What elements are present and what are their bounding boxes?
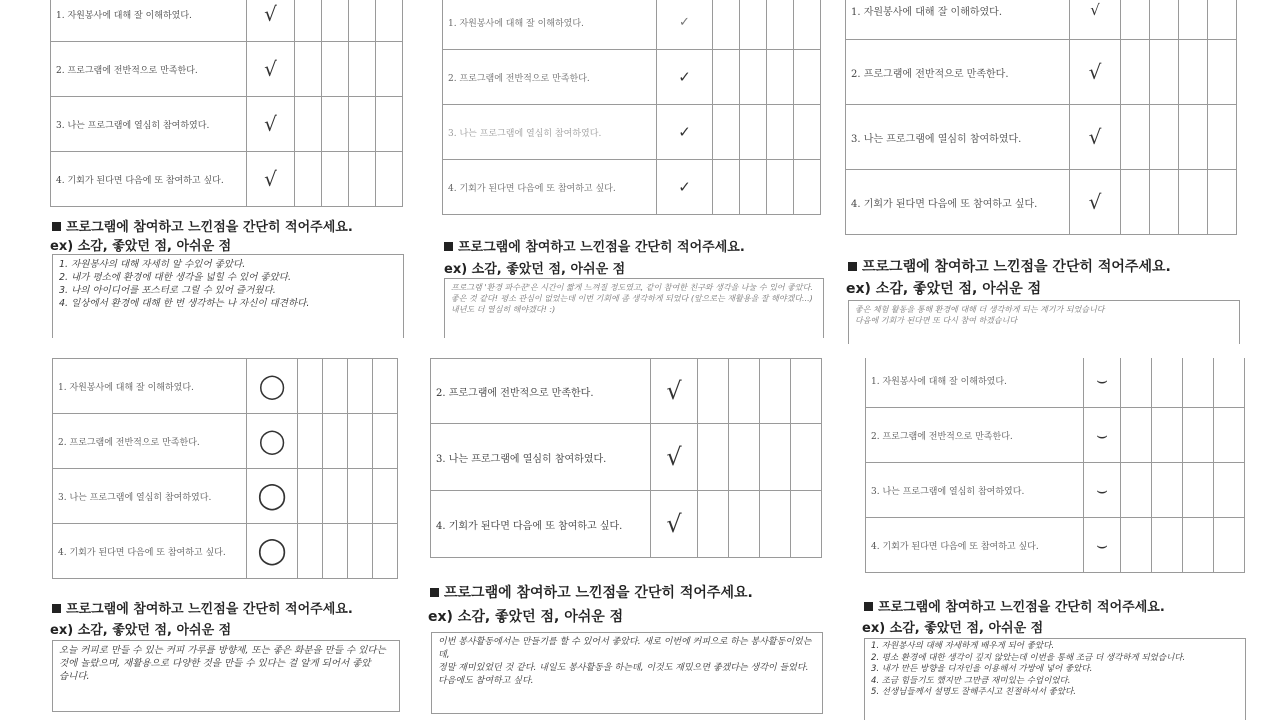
rating-cell — [376, 42, 403, 97]
square-bullet-icon — [848, 262, 857, 271]
check-mark: ✓ — [657, 50, 713, 105]
survey-sheet-6 — [850, 358, 1250, 720]
question-text: 3. 나는 프로그램에 열심히 참여하였다. — [51, 97, 247, 152]
rating-cell — [349, 42, 376, 97]
tick-mark: ⌣ — [1084, 463, 1121, 518]
rating-cell — [1121, 463, 1152, 518]
survey-sheet-3 — [840, 0, 1240, 344]
rating-cell — [323, 469, 348, 524]
question-text: 2. 프로그램에 전반적으로 만족한다. — [431, 359, 651, 424]
table-row — [443, 105, 821, 160]
rating-cell — [1121, 358, 1152, 408]
rating-cell — [791, 424, 822, 491]
rating-cell — [298, 414, 323, 469]
survey-sheet-5 — [425, 358, 830, 720]
rating-cell — [1121, 408, 1152, 463]
square-bullet-icon — [52, 222, 61, 231]
table-row — [53, 359, 398, 414]
rating-cell — [740, 0, 767, 50]
question-text: 1. 자원봉사에 대해 잘 이해하였다. — [53, 359, 247, 414]
rating-cell — [1179, 40, 1208, 105]
rating-cell — [1150, 40, 1179, 105]
square-bullet-icon — [864, 602, 873, 611]
rating-cell — [1183, 518, 1214, 573]
circle-mark: ◯ — [247, 469, 298, 524]
rating-cell — [348, 359, 373, 414]
rating-cell — [1179, 105, 1208, 170]
rating-cell — [1208, 105, 1237, 170]
table-row — [846, 40, 1237, 105]
question-text: 4. 기회가 된다면 다음에 또 참여하고 싶다. — [443, 160, 657, 215]
handwritten-response: 1. 자원봉사의 대해 자세하게 배우게 되어 좋았다. 2. 평소 환경에 대한 생각이 깊지 않았는데 이번을 통해 조금 더 생각하게 되었습니다. 3. 내가 만든 방향을 디자인을 이용해서 가방에 넣어 좋았다. 4. 조금 힘들기도 했지만 그만큼 재미있는 수업이었다. 5. 선생님들께서 설명도 잘해주시고 친절하셔서 좋았다. — [871, 641, 1186, 697]
question-text: 2. 프로그램에 전반적으로 만족한다. — [866, 408, 1084, 463]
rating-cell — [698, 424, 729, 491]
check-mark: √ — [1070, 105, 1121, 170]
heading-text: 프로그램에 참여하고 느낀점을 간단히 적어주세요. — [458, 240, 745, 255]
rating-cell — [767, 0, 794, 50]
circle-mark: ◯ — [247, 414, 298, 469]
square-bullet-icon — [444, 242, 453, 251]
survey-sheet-4 — [40, 358, 420, 720]
table-row — [53, 524, 398, 579]
response-box — [444, 278, 824, 338]
rating-cell — [1183, 463, 1214, 518]
rating-cell — [729, 359, 760, 424]
rating-cell — [349, 97, 376, 152]
feedback-heading — [52, 216, 353, 235]
check-mark: √ — [1070, 170, 1121, 235]
rating-cell — [348, 414, 373, 469]
rating-cell — [373, 414, 398, 469]
table-row — [443, 50, 821, 105]
rating-cell — [323, 359, 348, 414]
rating-cell — [740, 160, 767, 215]
tick-mark: ⌣ — [1084, 408, 1121, 463]
table-row — [51, 0, 403, 42]
rating-cell — [794, 50, 821, 105]
table-row — [443, 160, 821, 215]
feedback-heading — [52, 598, 353, 617]
rating-cell — [298, 359, 323, 414]
handwritten-response: 프로그램 '환경 파수꾼'은 시간이 짧게 느껴질 정도였고, 같이 참여한 친구와 생각을 나눌 수 있어 좋았다. 좋은 것 같다! 평소 관심이 없었는데 이번 기회에 좀 생각하게 되었다 (앞으로는 재활용을 잘 해야겠다...) 내년도 더 열심히 해야겠다! :) — [451, 283, 813, 314]
feedback-subheading: ex) 소감, 좋았던 점, 아쉬운 점 — [846, 281, 1042, 297]
check-mark: ✓ — [657, 160, 713, 215]
check-mark: ✓ — [657, 0, 713, 50]
rating-cell — [1208, 40, 1237, 105]
rating-cell — [373, 524, 398, 579]
table-row — [51, 97, 403, 152]
feedback-heading — [848, 256, 1171, 276]
question-text: 3. 나는 프로그램에 열심히 참여하였다. — [443, 105, 657, 160]
rating-cell — [373, 469, 398, 524]
table-row — [443, 0, 821, 50]
table-row — [846, 170, 1237, 235]
check-mark: ✓ — [657, 105, 713, 160]
rating-cell — [376, 152, 403, 207]
rating-cell — [1150, 105, 1179, 170]
check-mark: √ — [1070, 0, 1121, 40]
rating-cell — [698, 359, 729, 424]
table-row — [866, 463, 1245, 518]
question-text: 4. 기회가 된다면 다음에 또 참여하고 싶다. — [53, 524, 247, 579]
feedback-subheading: ex) 소감, 좋았던 점, 아쉬운 점 — [50, 623, 232, 638]
rating-cell — [1179, 0, 1208, 40]
rating-cell — [740, 50, 767, 105]
question-text: 3. 나는 프로그램에 열심히 참여하였다. — [846, 105, 1070, 170]
survey-table — [52, 358, 398, 579]
question-text: 1. 자원봉사에 대해 잘 이해하였다. — [866, 358, 1084, 408]
rating-cell — [1121, 105, 1150, 170]
rating-cell — [1121, 170, 1150, 235]
square-bullet-icon — [52, 604, 61, 613]
table-row — [846, 105, 1237, 170]
circle-mark: ◯ — [247, 524, 298, 579]
response-box — [864, 638, 1246, 720]
table-row — [51, 152, 403, 207]
heading-text: 프로그램에 참여하고 느낀점을 간단히 적어주세요. — [878, 600, 1165, 615]
table-row — [431, 359, 822, 424]
rating-cell — [713, 160, 740, 215]
rating-cell — [323, 524, 348, 579]
question-text: 4. 기회가 된다면 다음에 또 참여하고 싶다. — [51, 152, 247, 207]
handwritten-response: 1. 자원봉사의 대해 자세히 알 수있어 좋았다. 2. 내가 평소에 환경에 대한 생각을 넓힐 수 있어 좋았다. 3. 나의 아이디어를 포스터로 그릴 수 있어 즐거웠다. 4. 일상에서 환경에 대해 한 번 생각하는 나 자신이 대견하다. — [59, 259, 310, 309]
check-mark: √ — [247, 97, 295, 152]
response-box — [52, 640, 400, 712]
check-mark: √ — [651, 424, 698, 491]
tick-mark: ⌣ — [1084, 518, 1121, 573]
rating-cell — [1121, 518, 1152, 573]
square-bullet-icon — [430, 588, 439, 597]
question-text: 4. 기회가 된다면 다음에 또 참여하고 싶다. — [866, 518, 1084, 573]
rating-cell — [349, 152, 376, 207]
rating-cell — [322, 42, 349, 97]
rating-cell — [298, 469, 323, 524]
rating-cell — [713, 105, 740, 160]
table-row — [53, 414, 398, 469]
rating-cell — [1152, 463, 1183, 518]
check-mark: √ — [247, 152, 295, 207]
feedback-heading — [430, 582, 753, 602]
circle-mark: ◯ — [247, 359, 298, 414]
question-text: 2. 프로그램에 전반적으로 만족한다. — [846, 40, 1070, 105]
rating-cell — [729, 491, 760, 558]
question-text: 3. 나는 프로그램에 열심히 참여하였다. — [866, 463, 1084, 518]
table-row — [51, 42, 403, 97]
table-row — [866, 518, 1245, 573]
rating-cell — [1214, 518, 1245, 573]
rating-cell — [791, 491, 822, 558]
question-text: 1. 자원봉사에 대해 잘 이해하였다. — [51, 0, 247, 42]
rating-cell — [1183, 408, 1214, 463]
rating-cell — [794, 160, 821, 215]
survey-sheet-1 — [40, 0, 420, 338]
question-text: 2. 프로그램에 전반적으로 만족한다. — [53, 414, 247, 469]
check-mark: √ — [247, 0, 295, 42]
rating-cell — [1208, 0, 1237, 40]
response-box — [431, 632, 823, 714]
table-row — [431, 424, 822, 491]
rating-cell — [760, 491, 791, 558]
rating-cell — [322, 97, 349, 152]
rating-cell — [1152, 408, 1183, 463]
rating-cell — [1152, 358, 1183, 408]
question-text: 3. 나는 프로그램에 열심히 참여하였다. — [53, 469, 247, 524]
rating-cell — [729, 424, 760, 491]
rating-cell — [791, 359, 822, 424]
table-row — [866, 408, 1245, 463]
question-text: 3. 나는 프로그램에 열심히 참여하였다. — [431, 424, 651, 491]
question-text: 1. 자원봉사에 대해 잘 이해하였다. — [846, 0, 1070, 40]
heading-text: 프로그램에 참여하고 느낀점을 간단히 적어주세요. — [444, 585, 753, 601]
survey-table — [442, 0, 821, 215]
rating-cell — [794, 105, 821, 160]
question-text: 4. 기회가 된다면 다음에 또 참여하고 싶다. — [846, 170, 1070, 235]
table-row — [53, 469, 398, 524]
heading-text: 프로그램에 참여하고 느낀점을 간단히 적어주세요. — [66, 602, 353, 617]
feedback-heading — [444, 236, 745, 255]
rating-cell — [713, 0, 740, 50]
rating-cell — [760, 359, 791, 424]
rating-cell — [1214, 408, 1245, 463]
feedback-subheading: ex) 소감, 좋았던 점, 아쉬운 점 — [862, 621, 1044, 636]
rating-cell — [794, 0, 821, 50]
table-row — [846, 0, 1237, 40]
feedback-subheading: ex) 소감, 좋았던 점, 아쉬운 점 — [428, 609, 624, 625]
survey-table — [865, 358, 1245, 573]
rating-cell — [1121, 40, 1150, 105]
table-row — [431, 491, 822, 558]
rating-cell — [698, 491, 729, 558]
check-mark: √ — [651, 359, 698, 424]
rating-cell — [322, 0, 349, 42]
rating-cell — [740, 105, 767, 160]
rating-cell — [295, 152, 322, 207]
rating-cell — [376, 97, 403, 152]
question-text: 1. 자원봉사에 대해 잘 이해하였다. — [443, 0, 657, 50]
heading-text: 프로그램에 참여하고 느낀점을 간단히 적어주세요. — [66, 220, 353, 235]
question-text: 2. 프로그램에 전반적으로 만족한다. — [51, 42, 247, 97]
rating-cell — [1214, 358, 1245, 408]
rating-cell — [1208, 170, 1237, 235]
rating-cell — [322, 152, 349, 207]
question-text: 4. 기회가 된다면 다음에 또 참여하고 싶다. — [431, 491, 651, 558]
rating-cell — [1150, 0, 1179, 40]
response-box — [848, 300, 1240, 344]
rating-cell — [323, 414, 348, 469]
rating-cell — [1179, 170, 1208, 235]
rating-cell — [1183, 358, 1214, 408]
rating-cell — [767, 160, 794, 215]
survey-table — [50, 0, 403, 207]
question-text: 2. 프로그램에 전반적으로 만족한다. — [443, 50, 657, 105]
heading-text: 프로그램에 참여하고 느낀점을 간단히 적어주세요. — [862, 259, 1171, 275]
rating-cell — [1214, 463, 1245, 518]
feedback-subheading: ex) 소감, 좋았던 점, 아쉬운 점 — [444, 262, 626, 277]
rating-cell — [713, 50, 740, 105]
survey-sheet-2 — [430, 0, 830, 338]
rating-cell — [298, 524, 323, 579]
rating-cell — [767, 50, 794, 105]
rating-cell — [295, 97, 322, 152]
rating-cell — [1152, 518, 1183, 573]
response-box — [52, 254, 404, 338]
rating-cell — [1150, 170, 1179, 235]
tick-mark: ⌣ — [1084, 358, 1121, 408]
rating-cell — [373, 359, 398, 414]
rating-cell — [376, 0, 403, 42]
check-mark: √ — [1070, 40, 1121, 105]
rating-cell — [349, 0, 376, 42]
check-mark: √ — [651, 491, 698, 558]
rating-cell — [760, 424, 791, 491]
rating-cell — [767, 105, 794, 160]
check-mark: √ — [247, 42, 295, 97]
survey-table — [430, 358, 822, 558]
handwritten-response: 오늘 커피로 만들 수 있는 커피 가루를 방향제, 또는 좋은 화분을 만들 수 있다는 것에 놀랐으며, 재활용으로 다양한 것을 만들 수 있다는 걸 알게 되어서 좋았 습니다. — [59, 645, 386, 682]
table-row — [866, 358, 1245, 408]
rating-cell — [295, 0, 322, 42]
rating-cell — [348, 469, 373, 524]
handwritten-response: 이번 봉사활동에서는 만들기를 할 수 있어서 좋았다. 새로 이번에 커피으로 하는 봉사활동이었는데, 정말 재미있었던 것 같다. 내일도 봉사활동을 하는데, 이것도 재밌으면 좋겠다는 생각이 들었다. 다음에도 참여하고 싶다. — [438, 637, 812, 686]
feedback-subheading: ex) 소감, 좋았던 점, 아쉬운 점 — [50, 239, 232, 254]
rating-cell — [348, 524, 373, 579]
rating-cell — [295, 42, 322, 97]
rating-cell — [1121, 0, 1150, 40]
survey-table — [845, 0, 1237, 235]
feedback-heading — [864, 596, 1165, 615]
handwritten-response: 좋은 체험 활동을 통해 환경에 대해 더 생각하게 되는 계기가 되었습니다 다음에 기회가 된다면 또 다시 참여 하겠습니다 — [855, 305, 1105, 325]
